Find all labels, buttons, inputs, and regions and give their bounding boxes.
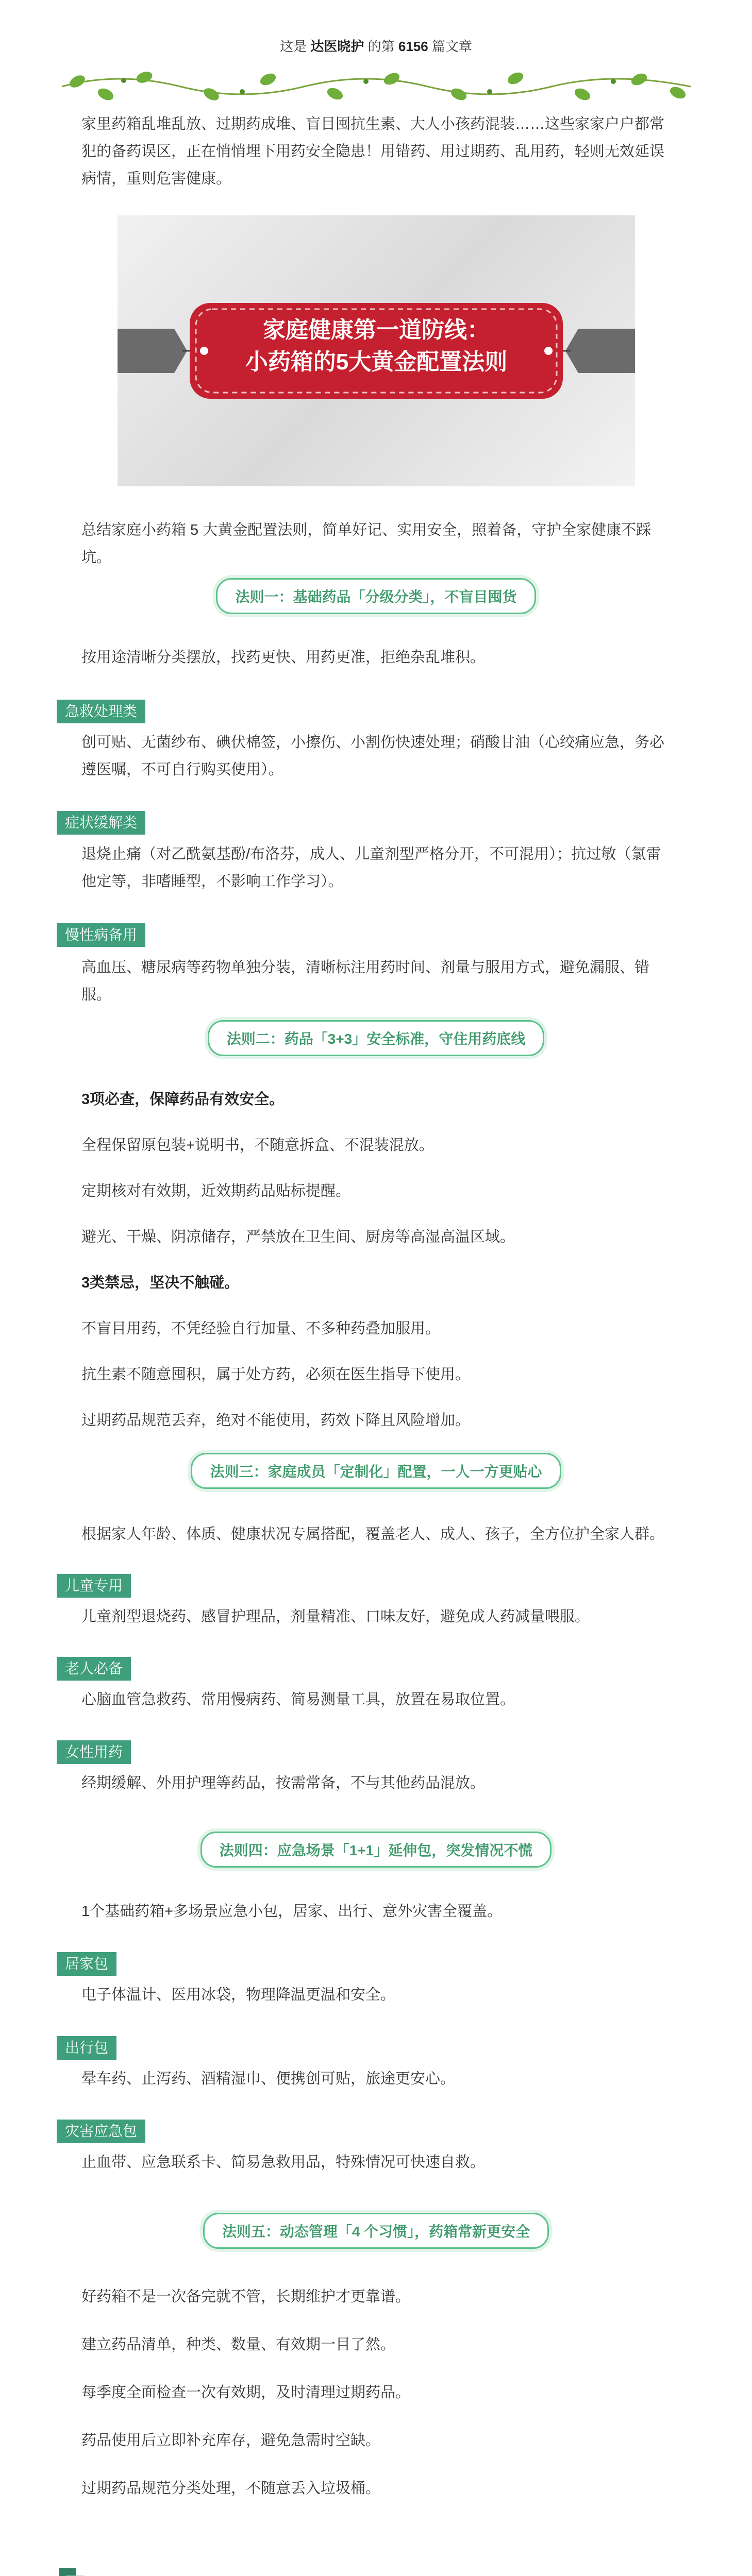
rule1-text2: 退烧止痛（对乙酰氨基酚/布洛芬，成人、儿童剂型严格分开，不可混用）；抗过敏（氯雷他定等，非嗜睡型，不影响工作学习）。 bbox=[81, 846, 661, 890]
rule4-text1: 电子体温计、医用冰袋，物理降温更温和安全。 bbox=[81, 1987, 396, 2003]
tag-elderly: 老人必备 bbox=[57, 1657, 131, 1681]
rule1-banner-text: 法则一：基础药品「分级分类」，不盲目囤货 bbox=[216, 578, 536, 614]
rule4-banner bbox=[0, 1832, 752, 1868]
rule5-item1: 好药箱不是一次备完就不管，长期维护才更靠谱。 bbox=[81, 2289, 411, 2305]
tag-emergency: 急救处理类 bbox=[57, 700, 145, 723]
tag-home-kit: 居家包 bbox=[57, 1952, 116, 1976]
tag-travel-kit: 出行包 bbox=[57, 2036, 116, 2060]
rule5-item3: 每季度全面检查一次有效期，及时清理过期药品。 bbox=[81, 2384, 411, 2401]
rule1-text1: 创可贴、无菌纱布、碘伏棉签，小擦伤、小割伤快速处理；硝酸甘油（心绞痛应急，务必遵医嘱，不可自行购买使用）。 bbox=[81, 734, 665, 778]
hero-title-line1: 家庭健康第一道防线： bbox=[263, 317, 490, 343]
tag-symptom-relief: 症状缓解类 bbox=[57, 811, 145, 835]
rule2-head2: 3类禁忌，坚决不触碰。 bbox=[81, 1275, 240, 1291]
rule5-banner bbox=[0, 2213, 752, 2249]
rule2-banner-text: 法则二：药品「3+3」安全标准，守住用药底线 bbox=[208, 1020, 545, 1056]
rule3-banner-text: 法则三：家庭成员「定制化」配置，一人一方更贴心 bbox=[191, 1453, 561, 1489]
rule2-item6: 过期药品规范丢弃，绝对不能使用，药效下降且风险增加。 bbox=[81, 1412, 471, 1429]
rule3-text1: 儿童剂型退烧药、感冒护理品，剂量精准、口味友好，避免成人药减量喂服。 bbox=[81, 1608, 590, 1625]
header-middle: 的第 bbox=[367, 39, 395, 54]
rule2-item2: 定期核对有效期，近效期药品贴标提醒。 bbox=[81, 1183, 351, 1199]
rule2-item5: 抗生素不随意囤积，属于处方药，必须在医生指导下使用。 bbox=[81, 1366, 471, 1383]
tag-chronic: 慢性病备用 bbox=[57, 923, 145, 947]
rule4-text3: 止血带、应急联系卡、简易急救用品，特殊情况可快速自救。 bbox=[81, 2154, 486, 2171]
account-name[interactable]: 达医晓护 bbox=[310, 39, 364, 54]
vine-divider-icon bbox=[57, 66, 696, 107]
core-square-icon bbox=[52, 2563, 93, 2576]
rule3-text2: 心脑血管急救药、常用慢病药、简易测量工具，放置在易取位置。 bbox=[81, 1691, 515, 1708]
tag-disaster-kit: 灾害应急包 bbox=[57, 2120, 145, 2143]
rule5-banner-text: 法则五：动态管理「4 个习惯」，药箱常新更安全 bbox=[203, 2213, 549, 2249]
tag-children: 儿童专用 bbox=[57, 1574, 131, 1598]
article-header bbox=[0, 36, 752, 55]
rule2-head1: 3项必查，保障药品有效安全。 bbox=[81, 1091, 285, 1108]
rule2-item1: 全程保留原包装+说明书，不随意拆盒、不混装混放。 bbox=[81, 1137, 434, 1154]
rule2-banner bbox=[0, 1020, 752, 1056]
rule3-banner bbox=[0, 1453, 752, 1489]
rule5-item5: 过期药品规范分类处理，不随意丢入垃圾桶。 bbox=[81, 2480, 381, 2497]
intro-paragraph: 家里药箱乱堆乱放、过期药成堆、盲目囤抗生素、大人小孩药混装……这些家家户户都常犯的备药误区，正在悄悄埋下用药安全隐患！用错药、用过期药、乱用药，轻则无效延误病情，重则危害健康。 bbox=[81, 116, 665, 187]
header-prefix: 这是 bbox=[280, 39, 307, 54]
hero-image bbox=[118, 215, 635, 486]
header-suffix: 篇文章 bbox=[431, 39, 472, 54]
rule5-item2: 建立药品清单，种类、数量、有效期一目了然。 bbox=[81, 2336, 396, 2353]
hero-title-line2: 小药箱的5大黄金配置法则 bbox=[245, 349, 508, 375]
article-number: 6156 bbox=[398, 39, 428, 54]
rule2-item4: 不盲目用药，不凭经验自行加量、不多种药叠加服用。 bbox=[81, 1320, 441, 1337]
rule3-text3: 经期缓解、外用护理等药品，按需常备，不与其他药品混放。 bbox=[81, 1775, 486, 1791]
summary-paragraph: 总结家庭小药箱 5 大黄金配置法则，简单好记、实用安全，照着备，守护全家健康不踩坑。 bbox=[81, 522, 651, 566]
rule4-text2: 晕车药、止泻药、酒精湿巾、便携创可贴，旅途更安心。 bbox=[81, 2071, 456, 2087]
rule5-item4: 药品使用后立即补充库存，避免急需时空缺。 bbox=[81, 2432, 381, 2449]
rule1-text3: 高血压、糖尿病等药物单独分装，清晰标注用药时间、剂量与服用方式，避免漏服、错服。 bbox=[81, 959, 650, 1003]
rule2-item3: 避光、干燥、阴凉储存，严禁放在卫生间、厨房等高湿高温区域。 bbox=[81, 1229, 515, 1245]
rule3-desc: 根据家人年龄、体质、健康状况专属搭配，覆盖老人、成人、孩子，全方位护全家人群。 bbox=[81, 1526, 665, 1543]
rule1-desc: 按用途清晰分类摆放，找药更快、用药更准，拒绝杂乱堆积。 bbox=[81, 649, 486, 666]
rule1-banner bbox=[0, 578, 752, 614]
rule4-banner-text: 法则四：应急场景「1+1」延伸包，突发情况不慌 bbox=[200, 1832, 552, 1868]
tag-women: 女性用药 bbox=[57, 1740, 131, 1764]
rule4-desc: 1个基础药箱+多场景应急小包，居家、出行、意外灾害全覆盖。 bbox=[81, 1903, 503, 1920]
